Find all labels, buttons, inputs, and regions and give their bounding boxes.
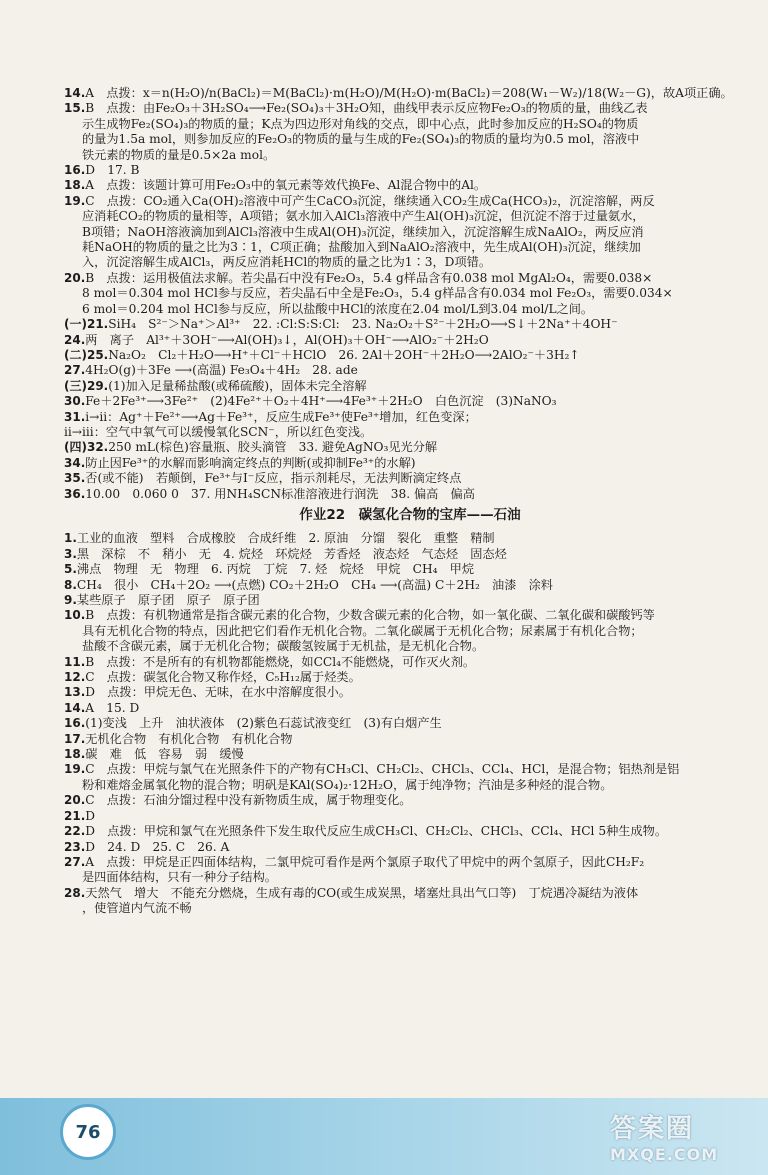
question-number: 18. bbox=[64, 747, 86, 762]
answer-line bbox=[64, 163, 756, 178]
answer-text: A 15. D bbox=[85, 700, 140, 715]
answer-text: 碳 难 低 容易 弱 缓慢 bbox=[85, 747, 244, 762]
question-number: 8. bbox=[64, 577, 77, 592]
answer-line bbox=[64, 701, 756, 716]
question-number: 31. bbox=[64, 409, 86, 424]
answer-text: 示生成物Fe₂(SO₄)₃的物质的量；K点为四边形对角线的交点，即中心点，此时参加反应的H₂SO₄的物质 bbox=[82, 116, 639, 131]
answer-line bbox=[64, 855, 756, 870]
question-number: 14. bbox=[64, 700, 86, 715]
answer-text: D bbox=[85, 808, 96, 823]
answer-text: CH₄ 很小 CH₄＋2O₂ ⟶(点燃) CO₂＋2H₂O CH₄ ⟶(高温) C＋2H₂ 油漆 涂料 bbox=[76, 577, 553, 592]
answer-text: (1)加入足量稀盐酸(或稀硫酸)，固体未完全溶解 bbox=[108, 378, 367, 393]
answer-line bbox=[64, 531, 756, 546]
answer-line bbox=[64, 870, 756, 885]
question-number: 35. bbox=[64, 471, 86, 486]
answer-text: B 点拨：不是所有的有机物都能燃烧，如CCl₄不能燃烧，可作灭火剂。 bbox=[85, 654, 476, 669]
answer-text: 天然气 增大 不能充分燃烧，生成有毒的CO(或生成炭黑，堵塞灶具出气口等) 丁烷遇冷凝结为液体 bbox=[85, 885, 639, 900]
question-number: 20. bbox=[64, 270, 86, 285]
question-number: 30. bbox=[64, 394, 86, 409]
answer-line bbox=[64, 670, 756, 685]
answer-text: 否(或不能) 若颠倒，Fe³⁺与I⁻反应，指示剂耗尽，无法判断滴定终点 bbox=[85, 471, 462, 486]
answer-text: 10.00 0.060 0 37. 用NH₄SCN标准溶液进行润洗 38. 偏高 偏高 bbox=[85, 486, 475, 501]
question-number: 5. bbox=[64, 562, 77, 577]
question-number: 15. bbox=[64, 101, 86, 116]
answer-line bbox=[64, 547, 756, 562]
answer-line bbox=[64, 732, 756, 747]
answer-text: 防止因Fe³⁺的水解而影响滴定终点的判断(或抑制Fe³⁺的水解) bbox=[85, 455, 416, 470]
page-number: 76 bbox=[60, 1104, 116, 1160]
answer-text: C 点拨：石油分馏过程中没有新物质生成，属于物理变化。 bbox=[85, 793, 412, 808]
answer-line bbox=[64, 593, 756, 608]
answer-text: A 点拨：该题计算可用Fe₂O₃中的氧元素等效代换Fe、Al混合物中的Al。 bbox=[85, 178, 487, 193]
answer-line bbox=[64, 487, 756, 502]
question-number: 14. bbox=[64, 86, 86, 100]
question-number: 3. bbox=[64, 546, 77, 561]
answer-line bbox=[64, 778, 756, 793]
answer-line bbox=[64, 101, 756, 116]
answer-text: 250 mL(棕色)容量瓶、胶头滴管 33. 避免AgNO₃见光分解 bbox=[108, 440, 438, 455]
answer-line bbox=[64, 578, 756, 593]
question-number: (三)29. bbox=[64, 378, 109, 393]
answer-text: 无机化合物 有机化合物 有机化合物 bbox=[85, 731, 293, 746]
answer-text: 应消耗CO₂的物质的量相等，A项错；氨水加入AlCl₃溶液中产生Al(OH)₃沉淀，但沉淀不溶于过量氨水， bbox=[82, 209, 645, 224]
answer-text: 入，沉淀溶解生成AlCl₃，两反应消耗HCl的物质的量之比为1∶3，D项错。 bbox=[82, 255, 492, 270]
answer-line bbox=[64, 685, 756, 700]
answer-text: A 点拨：甲烷是正四面体结构，二氯甲烷可看作是两个氯原子取代了甲烷中的两个氢原子，因此CH₂F₂ bbox=[85, 854, 645, 869]
answer-text: Fe＋2Fe³⁺⟶3Fe²⁺ (2)4Fe²⁺＋O₂＋4H⁺⟶4Fe³⁺＋2H₂O 白色沉淀 (3)NaNO₃ bbox=[85, 394, 557, 409]
question-number: 27. bbox=[64, 854, 86, 869]
question-number: 21. bbox=[64, 808, 86, 823]
answer-line bbox=[64, 394, 756, 409]
answer-text: 两 离子 Al³⁺＋3OH⁻⟶Al(OH)₃↓，Al(OH)₃＋OH⁻⟶AlO₂⁻＋2H₂O bbox=[85, 332, 489, 347]
answer-line bbox=[64, 286, 756, 301]
question-number: 27. bbox=[64, 363, 86, 378]
answer-line bbox=[64, 132, 756, 147]
answer-line bbox=[64, 209, 756, 224]
answer-line bbox=[64, 379, 756, 394]
answer-text: 8 mol＝0.304 mol HCl参与反应，若尖晶石中全是Fe₂O₃，5.4 g样品含有0.034 mol Fe₂O₃，需要0.034× bbox=[82, 286, 673, 301]
answer-text: A 点拨：x＝n(H₂O)/n(BaCl₂)＝M(BaCl₂)·m(H₂O)/M(H₂O)·m(BaCl₂)＝208(W₁－W₂)/18(W₂－G)，故A项正确。 bbox=[85, 86, 733, 100]
answer-line bbox=[64, 562, 756, 577]
question-number: 24. bbox=[64, 332, 86, 347]
answer-line bbox=[64, 456, 756, 471]
answer-text: 黑 深棕 不 稍小 无 4. 烷烃 环烷烃 芳香烃 液态烃 气态烃 固态烃 bbox=[76, 546, 507, 561]
answer-text: (1)变浅 上升 油状液体 (2)紫色石蕊试液变红 (3)有白烟产生 bbox=[85, 716, 442, 731]
answer-line bbox=[64, 425, 756, 440]
answer-line bbox=[64, 793, 756, 808]
question-number: 17. bbox=[64, 731, 86, 746]
answer-line bbox=[64, 639, 756, 654]
answer-line bbox=[64, 148, 756, 163]
answer-text: 沸点 物理 无 物理 6. 丙烷 丁烷 7. 烃 烷烃 甲烷 CH₄ 甲烷 bbox=[76, 562, 475, 577]
question-number: 28. bbox=[64, 885, 86, 900]
answers-part-2 bbox=[64, 531, 756, 916]
answer-line bbox=[64, 624, 756, 639]
answer-line bbox=[64, 178, 756, 193]
answer-line bbox=[64, 809, 756, 824]
answer-text: 某些原子 原子团 原子 原子团 bbox=[76, 593, 260, 607]
answer-text: ii→iii：空气中氧气可以缓慢氧化SCN⁻，所以红色变浅。 bbox=[64, 424, 373, 439]
answer-text: D 24. D 25. C 26. A bbox=[85, 839, 230, 854]
answer-line bbox=[64, 271, 756, 286]
answer-text: 粉和难熔金属氧化物的混合物；明矾是KAl(SO₄)₂·12H₂O，属于纯净物；汽油是多种烃的混合物。 bbox=[82, 777, 613, 792]
answer-text: D 点拨：甲烷和氯气在光照条件下发生取代反应生成CH₃Cl、CH₂Cl₂、CHCl₃、CCl₄、HCl 5种生成物。 bbox=[85, 824, 668, 839]
section-title: 作业22 碳氢化合物的宝库——石油 bbox=[299, 506, 521, 523]
answer-line bbox=[64, 410, 756, 425]
answer-line bbox=[64, 363, 756, 378]
answer-text: 6 mol＝0.204 mol HCl参与反应，所以盐酸中HCl的浓度在2.04 mol/L到3.04 mol/L之间。 bbox=[82, 301, 594, 316]
watermark-url: MXQE.COM bbox=[610, 1145, 719, 1164]
answer-text: B 点拨：运用极值法求解。若尖晶石中没有Fe₂O₃，5.4 g样品含有0.038 mol MgAl₂O₄，需要0.038× bbox=[85, 270, 653, 285]
answer-text: B 点拨：有机物通常是指含碳元素的化合物，少数含碳元素的化合物，如一氧化碳、二氧化碳和碳酸钙等 bbox=[85, 608, 655, 623]
question-number: 11. bbox=[64, 654, 86, 669]
answer-text: ，使管道内气流不畅 bbox=[82, 901, 192, 916]
answer-line bbox=[64, 840, 756, 855]
answer-text: C 点拨：甲烷与氯气在光照条件下的产物有CH₃Cl、CH₂Cl₂、CHCl₃、CCl₄、HCl，是混合物；铝热剂是铝 bbox=[85, 762, 680, 777]
question-number: (一)21. bbox=[64, 317, 109, 332]
answer-text: D 17. B bbox=[85, 163, 140, 178]
answer-text: 是四面体结构，只有一种分子结构。 bbox=[82, 870, 277, 885]
answer-text: C 点拨：碳氢化合物又称作烃，C₅H₁₂属于烃类。 bbox=[85, 670, 361, 685]
answer-line bbox=[64, 886, 756, 901]
answer-text: D 点拨：甲烷无色、无味，在水中溶解度很小。 bbox=[85, 685, 351, 700]
answer-line bbox=[64, 716, 756, 731]
question-number: 34. bbox=[64, 455, 86, 470]
question-number: 12. bbox=[64, 670, 86, 685]
answers-part-1 bbox=[64, 86, 756, 502]
answer-line bbox=[64, 117, 756, 132]
question-number: 10. bbox=[64, 608, 86, 623]
question-number: 16. bbox=[64, 716, 86, 731]
answer-line bbox=[64, 317, 756, 332]
answer-text: 铁元素的物质的量是0.5×2a mol。 bbox=[82, 147, 276, 162]
answer-line bbox=[64, 655, 756, 670]
answer-text: 工业的血液 塑料 合成橡胶 合成纤维 2. 原油 分馏 裂化 重整 精制 bbox=[76, 531, 495, 546]
answer-text: 的量为1.5a mol，则参加反应的Fe₂O₃的物质的量与生成的Fe₂(SO₄)₃的物质的量均为0.5 mol，溶液中 bbox=[82, 132, 640, 147]
question-number: 13. bbox=[64, 685, 86, 700]
question-number: 22. bbox=[64, 824, 86, 839]
question-number: 18. bbox=[64, 178, 86, 193]
answer-line bbox=[64, 194, 756, 209]
question-number: 23. bbox=[64, 839, 86, 854]
question-number: 19. bbox=[64, 762, 86, 777]
question-number: 36. bbox=[64, 486, 86, 501]
answer-line bbox=[64, 901, 756, 916]
answer-line bbox=[64, 762, 756, 777]
question-number: 9. bbox=[64, 593, 77, 607]
answer-line bbox=[64, 240, 756, 255]
answer-line bbox=[64, 824, 756, 839]
answer-line bbox=[64, 302, 756, 317]
answer-line bbox=[64, 608, 756, 623]
question-number: 1. bbox=[64, 531, 77, 546]
answer-text: i→ii：Ag⁺＋Fe²⁺⟶Ag＋Fe³⁺，反应生成Fe³⁺使Fe³⁺增加，红色变深； bbox=[85, 409, 477, 424]
question-number: 16. bbox=[64, 163, 86, 178]
answer-line bbox=[64, 86, 756, 101]
answer-text: 4H₂O(g)＋3Fe ⟶(高温) Fe₃O₄＋4H₂ 28. ade bbox=[85, 363, 358, 378]
answer-text: B项错；NaOH溶液滴加到AlCl₃溶液中生成Al(OH)₃沉淀，继续加入，沉淀溶解生成NaAlO₂，两反应消 bbox=[82, 224, 644, 239]
answer-text: 具有无机化合物的特点，因此把它们看作无机化合物。二氧化碳属于无机化合物；尿素属于有机化合物； bbox=[82, 623, 643, 638]
answer-text: SiH₄ S²⁻＞Na⁺＞Al³⁺ 22. :Cl:S:S:Cl: 23. Na₂O₂＋S²⁻＋2H₂O⟶S↓＋2Na⁺＋4OH⁻ bbox=[108, 317, 618, 332]
question-number: (二)25. bbox=[64, 347, 109, 362]
answer-text: C 点拨：CO₂通入Ca(OH)₂溶液中可产生CaCO₃沉淀，继续通入CO₂生成Ca(HCO₃)₂，沉淀溶解，两反 bbox=[85, 193, 655, 208]
answer-line bbox=[64, 440, 756, 455]
answer-text: Na₂O₂ Cl₂＋H₂O⟶H⁺＋Cl⁻＋HClO 26. 2Al＋2OH⁻＋2H₂O⟶2AlO₂⁻＋3H₂↑ bbox=[108, 347, 580, 362]
answer-line bbox=[64, 747, 756, 762]
answer-line bbox=[64, 225, 756, 240]
answer-line bbox=[64, 471, 756, 486]
answer-text: 盐酸不含碳元素，属于无机化合物；碳酸氢铵属于无机盐，是无机化合物。 bbox=[82, 639, 485, 654]
answer-line bbox=[64, 348, 756, 363]
answer-content bbox=[64, 86, 756, 917]
watermark-logo bbox=[610, 1108, 760, 1170]
watermark-title: 答案圈 bbox=[610, 1114, 695, 1144]
answer-text: 耗NaOH的物质的量之比为3∶1，C项正确；盐酸加入到NaAlO₂溶液中，先生成Al(OH)₃沉淀，继续加 bbox=[82, 240, 641, 255]
question-number: (四)32. bbox=[64, 440, 109, 455]
question-number: 20. bbox=[64, 793, 86, 808]
answer-text: B 点拨：由Fe₂O₃＋3H₂SO₄⟶Fe₂(SO₄)₃＋3H₂O知，曲线甲表示反应物Fe₂O₃的物质的量，曲线乙表 bbox=[85, 101, 648, 116]
answer-line bbox=[64, 333, 756, 348]
question-number: 19. bbox=[64, 193, 86, 208]
answer-line bbox=[64, 255, 756, 270]
